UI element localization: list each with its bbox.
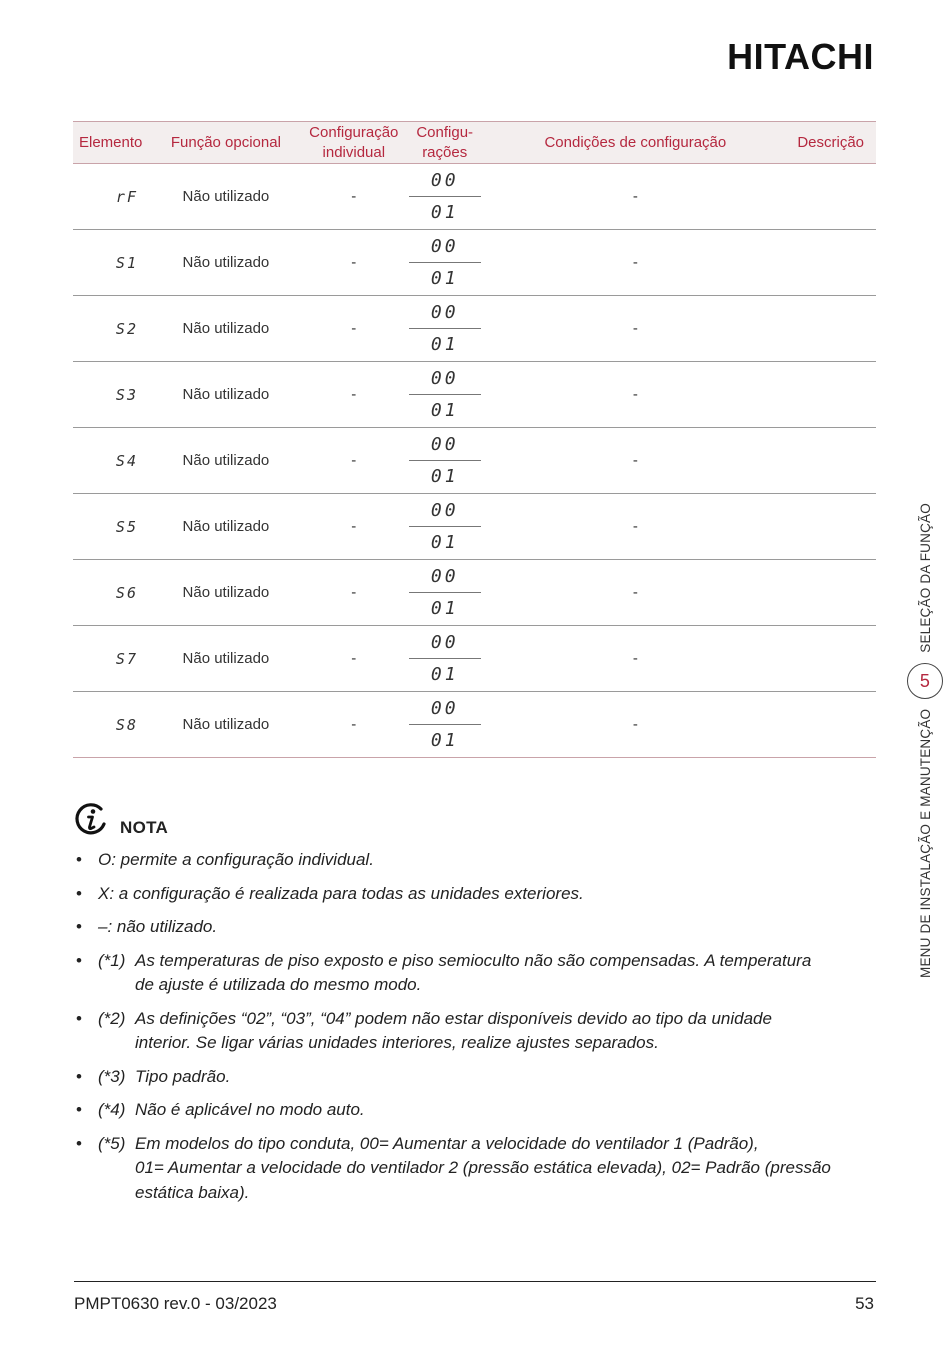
note-text: As definições “02”, “03”, “04” podem não estar disponíveis devido ao tipo da unidade — [135, 1008, 772, 1028]
description-cell — [790, 164, 876, 230]
bullet: • — [76, 1133, 82, 1153]
note-ref: (*2) — [98, 1008, 126, 1028]
settings-cell — [409, 230, 481, 296]
settings-cell — [409, 626, 481, 692]
note-ref: (*5) — [98, 1133, 126, 1153]
description-cell — [790, 230, 876, 296]
list-item — [74, 1065, 884, 1090]
conditions-cell: - — [481, 362, 790, 428]
element-code: S6 — [73, 560, 153, 626]
footer-doc-ref: PMPT0630 rev.0 - 03/2023 — [74, 1294, 277, 1313]
setting-value: 00 — [409, 693, 481, 725]
function-cell: Não utilizado — [153, 230, 299, 296]
element-code: S4 — [73, 428, 153, 494]
list-item — [74, 915, 884, 940]
table-header-row — [73, 122, 876, 164]
footer-page-number: 53 — [855, 1294, 874, 1313]
element-code: S7 — [73, 626, 153, 692]
individual-cell: - — [299, 494, 409, 560]
conditions-cell: - — [481, 560, 790, 626]
individual-cell: - — [299, 362, 409, 428]
note-text: –: não utilizado. — [98, 917, 218, 936]
element-code: rF — [73, 164, 153, 230]
bullet: • — [76, 1066, 82, 1086]
function-cell: Não utilizado — [153, 560, 299, 626]
setting-value: 01 — [430, 399, 459, 421]
list-item — [74, 882, 884, 907]
side-chapter-tab — [907, 503, 943, 978]
setting-value: 00 — [409, 627, 481, 659]
bullet: • — [76, 883, 82, 903]
note-text-continued: interior. Se ligar várias unidades interiores, realize ajustes separados. — [135, 1033, 659, 1052]
side-chapter-title: SELEÇÃO DA FUNÇÃO — [917, 503, 933, 653]
function-cell: Não utilizado — [153, 296, 299, 362]
function-cell: Não utilizado — [153, 494, 299, 560]
note-text: Tipo padrão. — [135, 1066, 231, 1086]
setting-value: 00 — [409, 429, 481, 461]
setting-value: 01 — [430, 267, 459, 289]
setting-value: 00 — [409, 363, 481, 395]
note-text: X: a configuração é realizada para todas as unidades exteriores. — [98, 883, 584, 903]
function-cell: Não utilizado — [153, 428, 299, 494]
note-text: O: permite a configuração individual. — [98, 850, 374, 869]
note-ref: (*1) — [98, 950, 126, 970]
element-code: S1 — [73, 230, 153, 296]
table-row — [73, 296, 876, 362]
note-text-continued: de ajuste é utilizada do mesmo modo. — [135, 975, 422, 994]
individual-cell: - — [299, 626, 409, 692]
footer-divider — [74, 1281, 876, 1282]
note-text: Em modelos do tipo conduta, 00= Aumentar a velocidade do ventilador 1 (Padrão), — [135, 1133, 759, 1153]
bullet: • — [76, 917, 82, 936]
conditions-cell: - — [481, 692, 790, 758]
function-cell: Não utilizado — [153, 362, 299, 428]
header-settings: Configu- rações — [409, 122, 481, 164]
description-cell — [790, 560, 876, 626]
settings-cell — [409, 164, 481, 230]
info-icon — [74, 802, 108, 836]
conditions-cell: - — [481, 494, 790, 560]
list-item — [74, 1007, 884, 1056]
settings-cell — [409, 362, 481, 428]
note-ref: (*3) — [98, 1066, 126, 1086]
individual-cell: - — [299, 164, 409, 230]
table-row — [73, 230, 876, 296]
function-cell: Não utilizado — [153, 692, 299, 758]
settings-cell — [409, 296, 481, 362]
list-item — [74, 848, 884, 873]
setting-value: 01 — [430, 465, 459, 487]
list-item — [74, 1098, 884, 1123]
header-description: Descrição — [790, 122, 876, 164]
note-text: Não é aplicável no modo auto. — [135, 1100, 365, 1119]
settings-cell — [409, 428, 481, 494]
function-cell: Não utilizado — [153, 626, 299, 692]
side-section-title: MENU DE INSTALAÇÃO E MANUTENÇÃO — [917, 708, 933, 978]
element-code: S3 — [73, 362, 153, 428]
description-cell — [790, 296, 876, 362]
function-cell: Não utilizado — [153, 164, 299, 230]
header-conditions: Condições de configuração — [481, 122, 790, 164]
note-text: As temperaturas de piso exposto e piso semioculto não são compensadas. A temperatura — [135, 950, 812, 970]
bullet: • — [76, 950, 82, 970]
element-code: S5 — [73, 494, 153, 560]
description-cell — [790, 362, 876, 428]
conditions-cell: - — [481, 428, 790, 494]
settings-cell — [409, 494, 481, 560]
conditions-cell: - — [481, 296, 790, 362]
setting-value: 01 — [430, 333, 459, 355]
list-item — [74, 1132, 884, 1206]
settings-table — [73, 121, 876, 758]
chapter-number-badge: 5 — [907, 663, 943, 699]
settings-cell — [409, 692, 481, 758]
setting-value: 00 — [409, 231, 481, 263]
bullet: • — [76, 1100, 82, 1119]
table-row — [73, 560, 876, 626]
note-list — [74, 848, 884, 1214]
brand-logo: HITACHI — [727, 36, 874, 77]
header-function: Função opcional — [153, 122, 299, 164]
element-code: S2 — [73, 296, 153, 362]
setting-value: 01 — [430, 597, 459, 619]
bullet: • — [76, 850, 82, 869]
description-cell — [790, 692, 876, 758]
setting-value: 00 — [409, 561, 481, 593]
description-cell — [790, 494, 876, 560]
individual-cell: - — [299, 560, 409, 626]
table-row — [73, 428, 876, 494]
individual-cell: - — [299, 692, 409, 758]
individual-cell: - — [299, 230, 409, 296]
table-row — [73, 626, 876, 692]
table-row — [73, 692, 876, 758]
header-element: Elemento — [73, 122, 153, 164]
setting-value: 01 — [430, 729, 459, 751]
table-row — [73, 362, 876, 428]
note-heading — [74, 802, 168, 836]
note-title: NOTA — [120, 818, 169, 837]
setting-value: 01 — [430, 201, 459, 223]
setting-value: 01 — [430, 663, 459, 685]
individual-cell: - — [299, 296, 409, 362]
setting-value: 00 — [409, 495, 481, 527]
table-row — [73, 164, 876, 230]
conditions-cell: - — [481, 626, 790, 692]
note-ref: (*4) — [98, 1100, 126, 1119]
setting-value: 00 — [409, 165, 481, 197]
header-individual: Configuração individual — [299, 122, 409, 164]
conditions-cell: - — [481, 230, 790, 296]
table-row — [73, 494, 876, 560]
settings-cell — [409, 560, 481, 626]
description-cell — [790, 626, 876, 692]
individual-cell: - — [299, 428, 409, 494]
description-cell — [790, 428, 876, 494]
element-code: S8 — [73, 692, 153, 758]
list-item — [74, 949, 884, 998]
bullet: • — [76, 1008, 82, 1028]
note-text-continued: 01= Aumentar a velocidade do ventilador 2 (pressão estática elevada), 02= Padrão (pressão estática baixa). — [135, 1158, 831, 1202]
setting-value: 00 — [409, 297, 481, 329]
conditions-cell: - — [481, 164, 790, 230]
setting-value: 01 — [430, 531, 459, 553]
